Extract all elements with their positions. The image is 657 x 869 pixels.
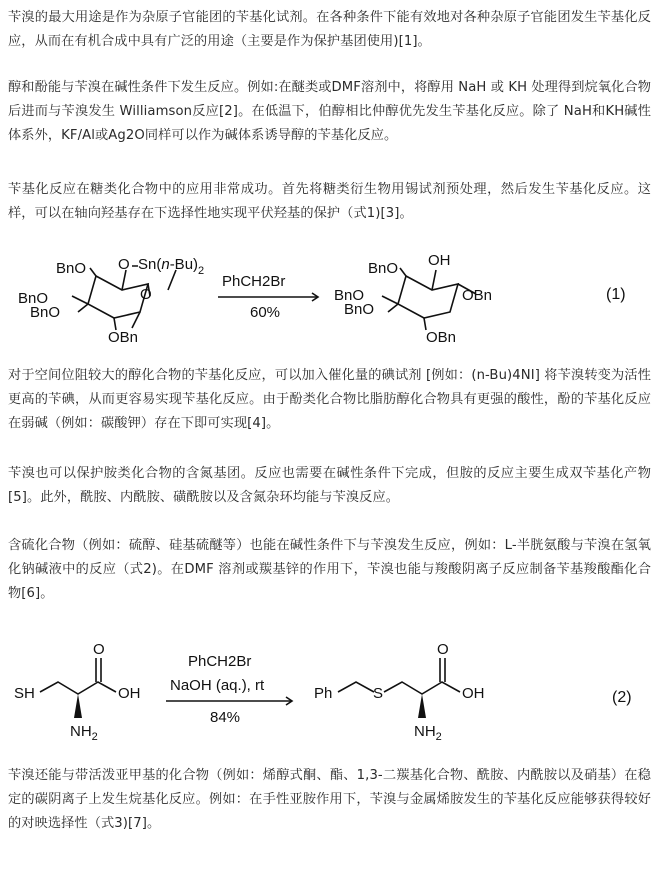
- product-label-2: OH: [428, 252, 451, 269]
- product-ring-bonds: [398, 276, 458, 318]
- scheme2-yield: 84%: [210, 709, 241, 726]
- sn-n-label: n: [161, 256, 170, 273]
- product-label-1: BnO: [368, 260, 399, 277]
- scheme2-number: (2): [612, 689, 632, 706]
- paragraph-7: 苄溴还能与带活泼亚甲基的化合物（例如：烯醇式酮、酯、1,3-二羰基化合物、酰胺、内酰胺以及硝基）在稳定的碳阴离子上发生烷基化反应。例如：在手性亚胺作用下，苄溴与金属烯胺发生的苄基化反应能够获得较好的对映选择性（式3)[7]。: [8, 768, 651, 831]
- sn-bu-label: -Bu): [169, 256, 199, 273]
- product-label-6: OBn: [426, 329, 457, 346]
- reaction-scheme-2: [0, 636, 657, 754]
- cysteine-bonds: [40, 682, 116, 694]
- scheme2-reagent-top: PhCH2Br: [188, 653, 252, 670]
- product2-label-1: Ph: [314, 685, 333, 702]
- product2-label-4: OH: [462, 685, 485, 702]
- cysteine-label-3: OH: [118, 685, 141, 702]
- cysteine-nh-subscript: 2: [91, 731, 98, 743]
- reactant-label-3: BnO: [30, 304, 61, 321]
- product-label-5: OBn: [462, 287, 493, 304]
- product2-nh-subscript: 2: [435, 731, 442, 743]
- reactant-label-5: O: [118, 256, 130, 273]
- reactant-substituent-bonds: [72, 268, 150, 330]
- product-s-bonds: [338, 682, 460, 694]
- reactant-label-1: BnO: [56, 260, 87, 277]
- scheme1-number: (1): [606, 286, 626, 303]
- paragraph-3: 苄基化反应在糖类化合物中的应用非常成功。首先将糖类衍生物用锡试剂预处理，然后发生苄基化反应。这样，可以在轴向羟基存在下选择性地实现平伏羟基的保护（式1)[3]。: [8, 182, 651, 221]
- sn-label: Sn(: [138, 256, 162, 273]
- cysteine-wedge-bond: [74, 694, 82, 718]
- reactant-ring-bonds: [88, 276, 148, 318]
- cysteine-label-1: SH: [14, 685, 35, 702]
- reactant-label-4: OBn: [108, 329, 139, 346]
- cysteine-nh-label: NH: [70, 723, 92, 740]
- reaction-scheme-1: [0, 246, 657, 358]
- paragraph-1: 苄溴的最大用途是作为杂原子官能团的苄基化试剂。在各种条件下能有效地对各种杂原子官能团发生苄基化反应，从而在有机合成中具有广泛的用途（主要是作为保护基团使用)[1]。: [8, 10, 651, 49]
- cysteine-carbonyl-bonds: [96, 658, 101, 682]
- cysteine-label-2: O: [93, 641, 105, 658]
- product-label-3: BnO: [334, 287, 365, 304]
- product2-label-2: S: [373, 685, 384, 702]
- paragraph-5: 苄溴也可以保护胺类化合物的含氮基团。反应也需要在碱性条件下完成，但胺的反应主要生成双苄基化产物[5]。此外，酰胺、内酰胺、磺酰胺以及含氮杂环均能与苄溴反应。: [8, 466, 651, 505]
- paragraph-4: 对于空间位阻较大的醇化合物的苄基化反应，可以加入催化量的碘试剂 [例如：(n-Bu)4NI] 将苄溴转变为活性更高的苄碘，从而更容易实现苄基化反应。由于酚类化合物比脂肪醇化合物具有更强的酸性，酚的苄基化反应在弱碱（例如：碳酸钾）存在下即可实现[4]。: [8, 368, 651, 431]
- product-label-4: BnO: [344, 301, 375, 318]
- scheme1-reagent: PhCH2Br: [222, 273, 286, 290]
- sn-subscript: 2: [198, 265, 205, 277]
- scheme2-reagent-mid: NaOH (aq.), rt: [170, 677, 265, 694]
- product-carbonyl-bonds: [440, 658, 445, 682]
- cysteine-nh2: [70, 723, 98, 743]
- paragraph-2: 醇和酚能与苄溴在碱性条件下发生反应。例如:在醚类或DMF溶剂中，将醇用 NaH 或 KH 处理得到烷氧化合物后进而与苄溴发生 Williamson反应[2]。在低温下，伯醇相比仲醇优先发生苄基化反应。除了 NaH和KH碱性体系外，KF/Al或Ag2O同样可以作为碱体系诱导醇的苄基化反应。: [8, 80, 651, 143]
- product-wedge-bond: [418, 694, 426, 718]
- scheme1-yield: 60%: [250, 304, 281, 321]
- product2-nh-label: NH: [414, 723, 436, 740]
- reactant-sn-group: [138, 256, 204, 277]
- reactant-label-2: BnO: [18, 290, 49, 307]
- product2-nh2: [414, 723, 442, 743]
- reactant-label-6: O: [140, 286, 152, 303]
- product2-label-3: O: [437, 641, 449, 658]
- paragraph-6: 含硫化合物（例如：硫醇、硅基硫醚等）也能在碱性条件下与苄溴发生反应，例如：L-半胱氨酸与苄溴在氢氧化钠碱液中的反应（式2)。在DMF 溶剂或羰基锌的作用下，苄溴也能与羧酸阴离子反应制备苄基羧酸酯化合物[6]。: [8, 538, 651, 601]
